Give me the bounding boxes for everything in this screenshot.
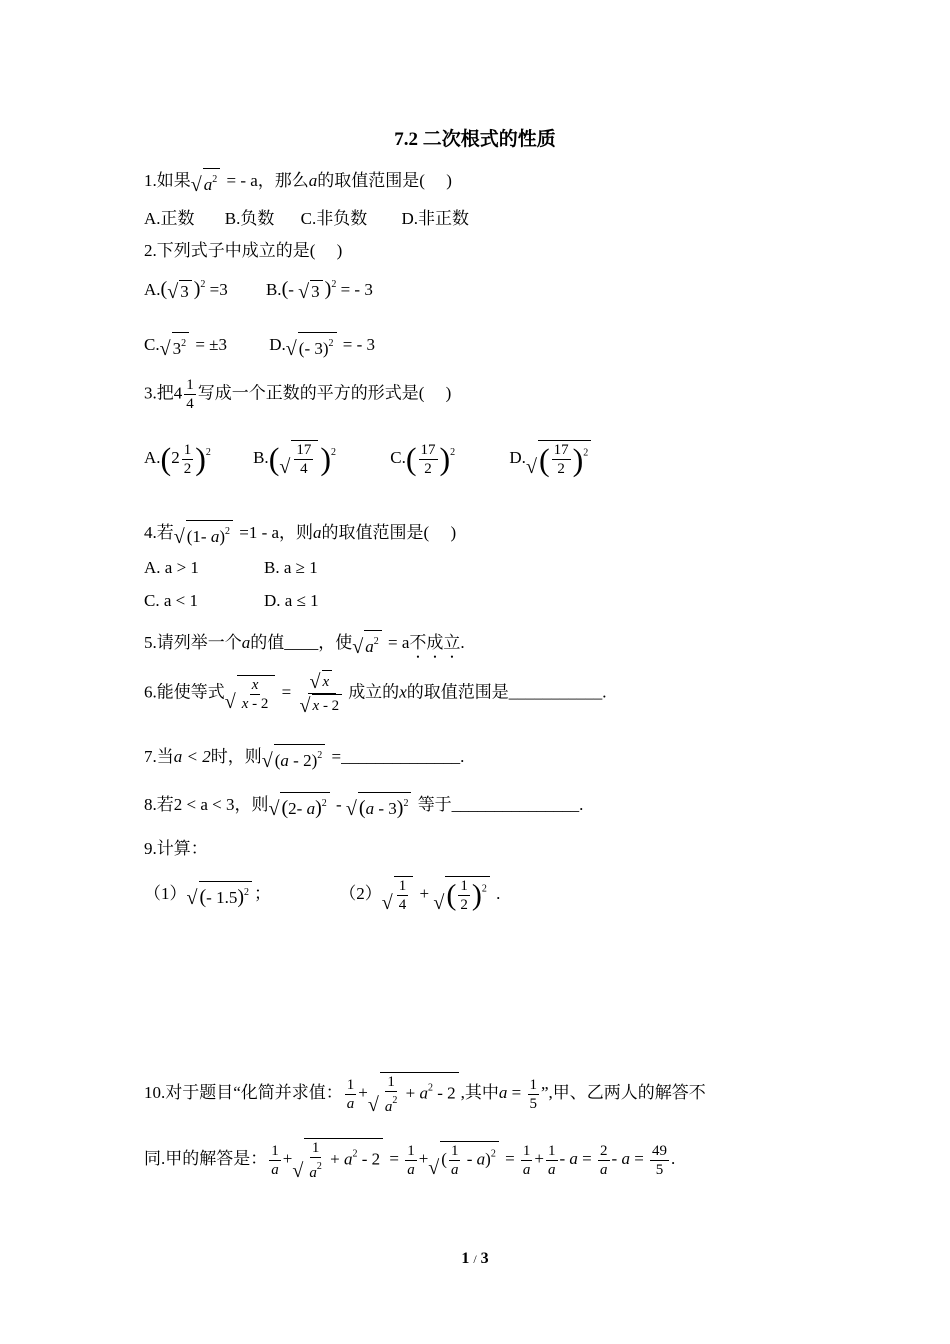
question-10-line-1: 10.对于题目“化简并求值： $\frac{1}{a}$ + √ $\frac{1}{a^2}$ + $a^2 - 2$ ,其中a = $\frac{1}{5}$ ”,甲、乙两人的解答不	[144, 1072, 706, 1116]
option-b[interactable]: B.负数	[224, 209, 275, 228]
question-2-row-1: A.(√ 3 )$^2$ =3 B.(- √ 3 )$^2$ = - 3	[144, 278, 373, 303]
question-4: 4.若√ (1- a)$^2$ =1 - a，则a的取值范围是( )	[144, 518, 456, 548]
question-2: 2.下列式子中成立的是( )	[144, 241, 343, 260]
page-number: 1 / 3	[461, 1250, 489, 1267]
option-d[interactable]: D.非正数	[401, 209, 469, 228]
question-4-options-2: C. a < 1 D. a ≤ 1	[144, 591, 319, 610]
question-5: 5.请列举一个a的值____，使√ $a^2 = a$不成立.	[144, 628, 465, 662]
question-6: 6.能使等式 √ $\frac{x}{x - 2}$ = √ x √ x - 2 成立的x的取值范围是___________.	[144, 670, 606, 717]
question-9: 9.计算：	[144, 839, 208, 858]
question-10-line-2: 同.甲的解答是： $\frac{1}{a}$ + √ $\frac{1}{a^2}$ + $a^2 - 2$ = $\frac{1}{a}$ +√ ( $\frac{1}{a}$ - a)$^2$ = $\frac{1}{a}$ + $\frac{1}{a}$ - a = $\frac{2}{a}$ - a = $\frac{49}{5}$ .	[144, 1138, 675, 1182]
page-title: 7.2 二次根式的性质	[394, 129, 556, 150]
question-9-parts: （1）√ (- 1.5)$^2$ ； （2） √ $\frac{1}{4}$ + √ ( $\frac{1}{2}$ )$^2$ .	[144, 876, 500, 914]
question-7: 7.当a < 2时，则√ (a - 2)$^2$ =______________.	[144, 742, 464, 772]
sqrt-a-squared: √ $a^2$	[191, 168, 221, 196]
question-8: 8.若2 < a < 3，则√ (2- a)$^2$ - √ (a - 3)$^2$ 等于_______________.	[144, 790, 583, 820]
question-3-options: A.(2 $\frac{1}{2}$ )$^2$ B.( √ $\frac{17}{4}$ )$^2$ C.( $\frac{17}{2}$ )$^2$ D.√ ( $\frac{17}{2}$ )$^2$	[144, 440, 593, 478]
option-a[interactable]: A.正数	[144, 209, 195, 228]
question-4-options-1: A. a > 1 B. a ≥ 1	[144, 558, 318, 577]
question-1-options	[144, 204, 469, 229]
question-1: 1.如果√ $a^2$ = - a，那么a的取值范围是( )	[144, 166, 452, 196]
question-3: 3.把4 $\frac{1}{4}$ 写成一个正数的平方的形式是( )	[144, 377, 452, 412]
option-c[interactable]: C.非负数	[300, 209, 368, 228]
question-2-row-2: C.√ $3^2 = \pm 3$ D.√ (- 3)$^2$ = - 3	[144, 332, 375, 360]
